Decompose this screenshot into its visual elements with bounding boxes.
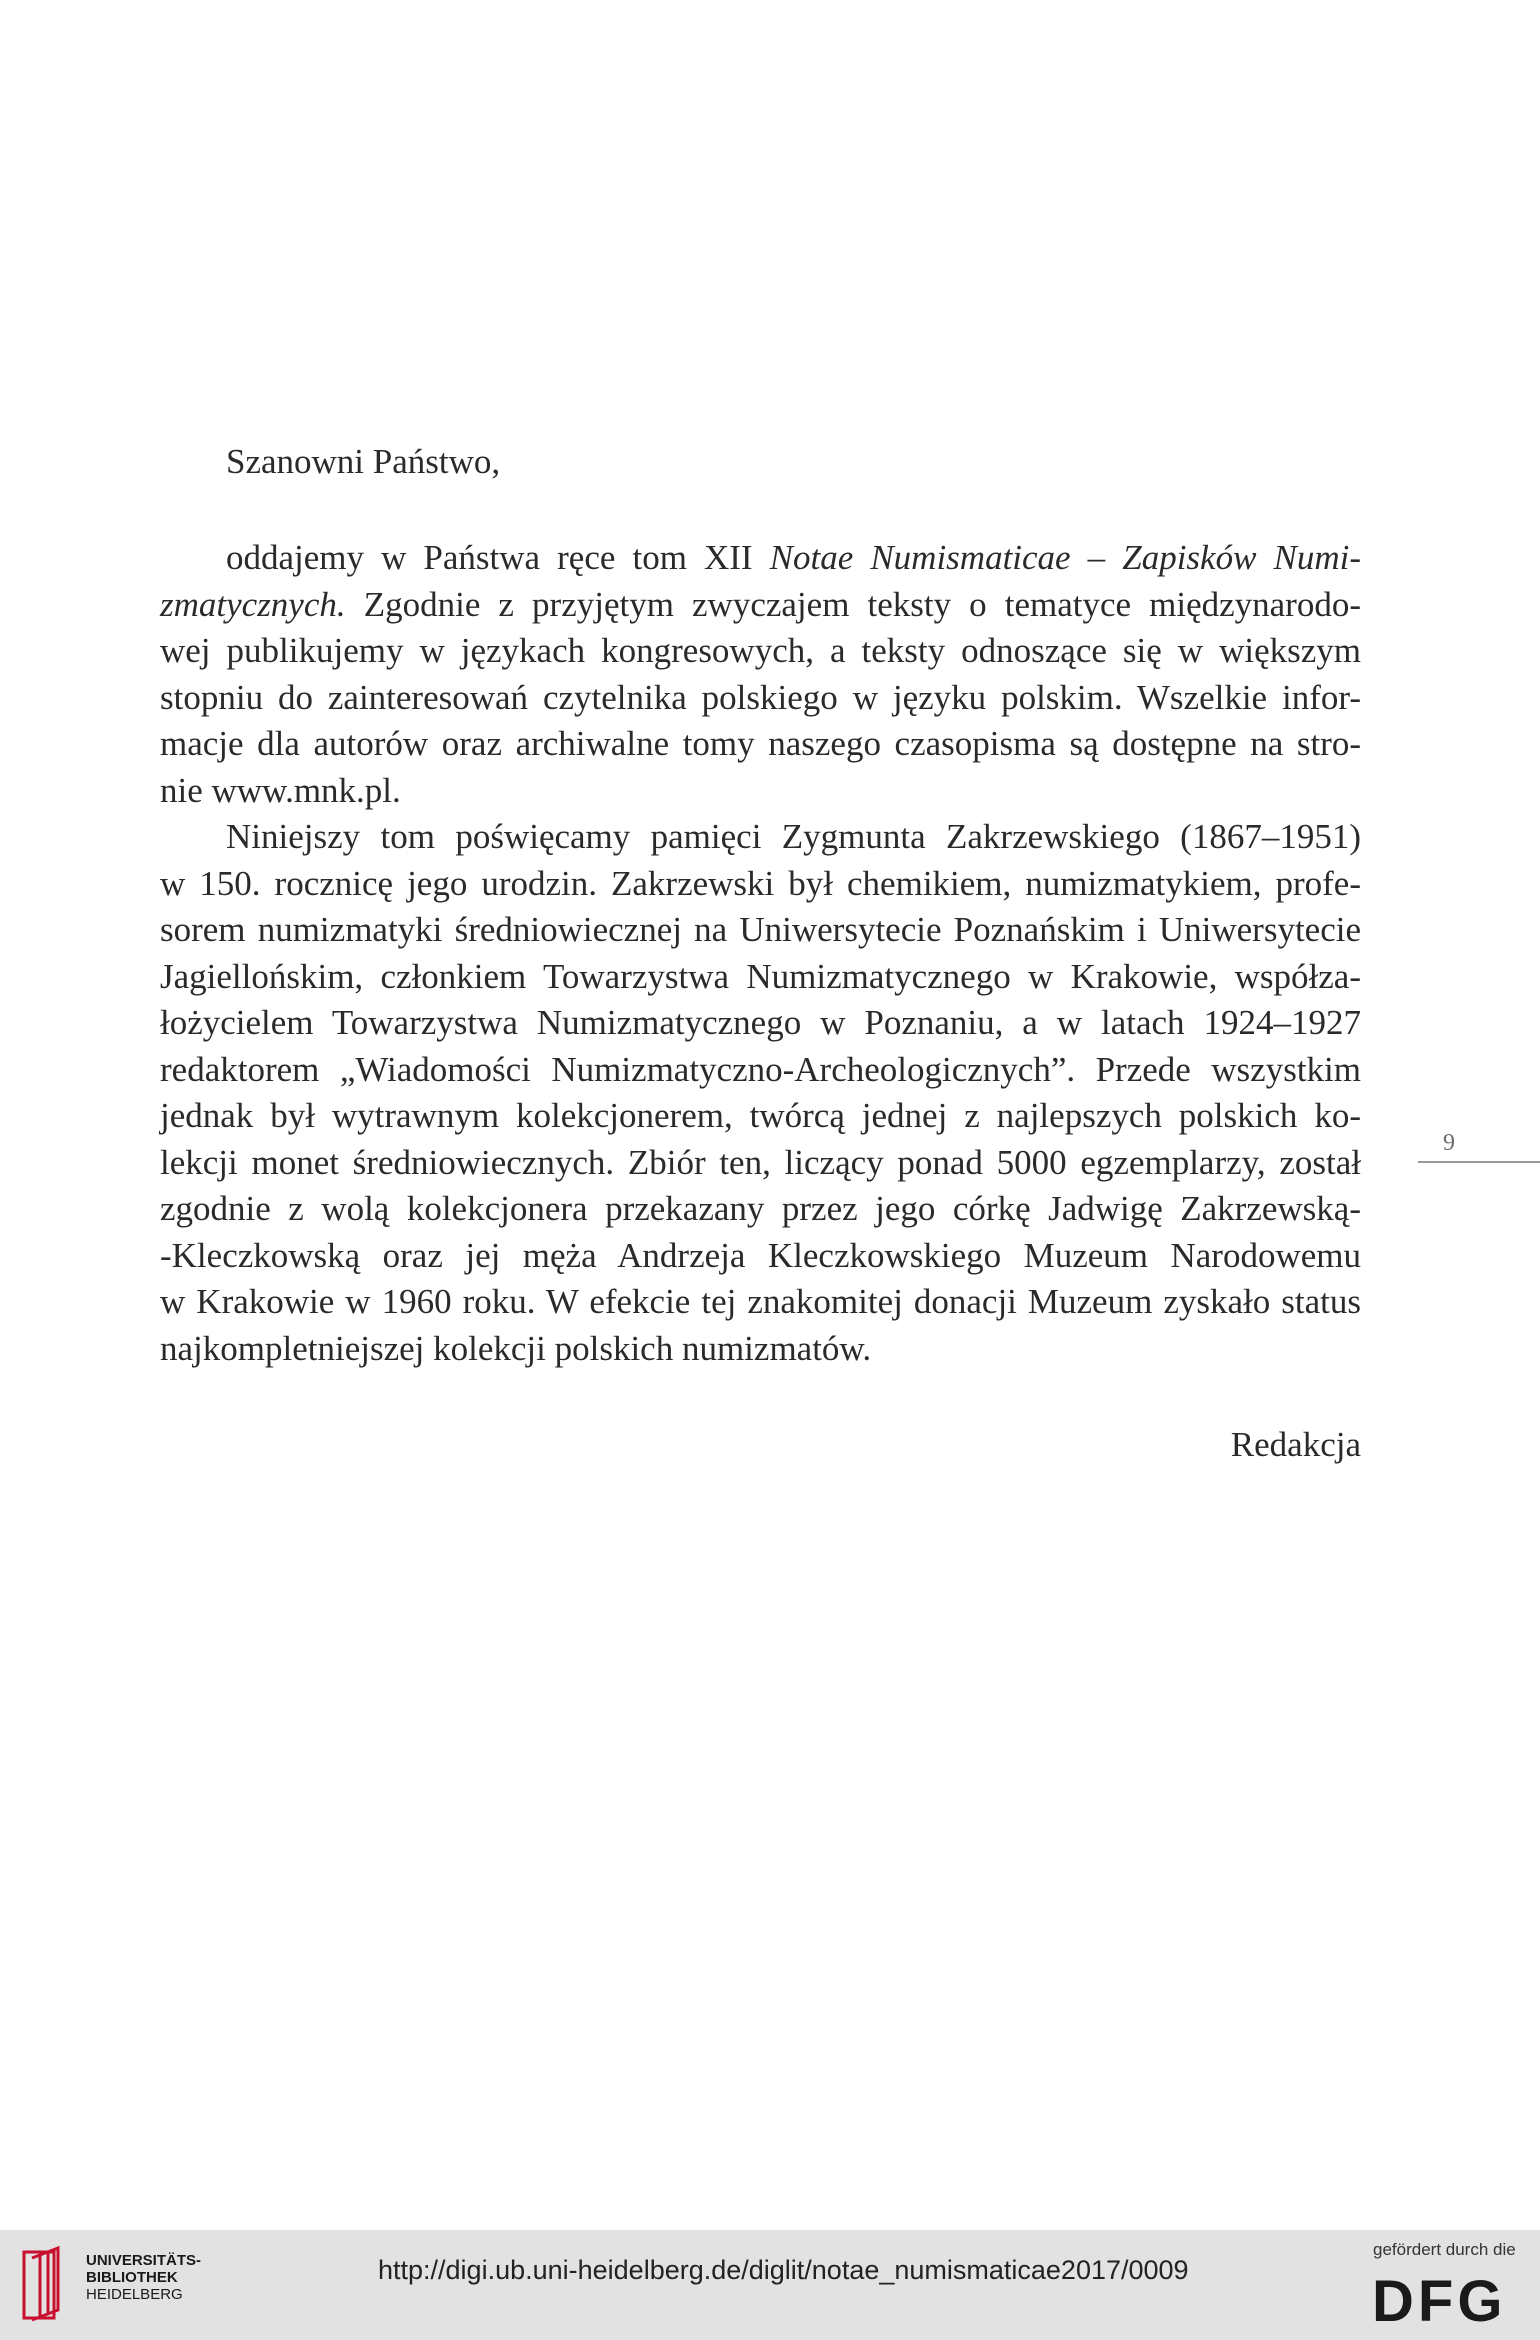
text-line: Jagiellońskim, członkiem Towarzystwa Numizmatycznego w Krakowie, współza- xyxy=(160,956,1361,996)
dfg-logo: DFG xyxy=(1372,2269,1507,2334)
text-line: sorem numizmatyki średniowiecznej na Uniwersytecie Poznańskim i Uniwersytecie xyxy=(160,910,1361,949)
library-logo-icon xyxy=(18,2240,68,2330)
text-line: wej publikujemy w językach kongresowych, a teksty odnoszące się w większym xyxy=(160,631,1361,670)
text-line: Niniejszy tom poświęcamy pamięci Zygmunta Zakrzewskiego (1867–1951) xyxy=(226,817,1361,856)
text-line: w Krakowie w 1960 roku. W efekcie tej znakomitej donacji Muzeum zyskało status xyxy=(160,1282,1361,1321)
italic-title: Notae Numismaticae – Zapisków Numi- xyxy=(769,538,1361,577)
text-line: -Kleczkowską oraz jej męża Andrzeja Kleczkowskiego Muzeum Narodowemu xyxy=(160,1235,1361,1275)
text-line xyxy=(160,582,1361,629)
signature: Redakcja xyxy=(1230,1425,1361,1464)
library-line: HEIDELBERG xyxy=(86,2286,183,2303)
text-line xyxy=(160,535,1361,582)
text-line: lekcji monet średniowiecznych. Zbiór ten, liczący ponad 5000 egzemplarzy, został xyxy=(160,1142,1361,1182)
text-line: stopniu do zainteresowań czytelnika polskiego w języku polskim. Wszelkie infor- xyxy=(160,677,1361,717)
permalink-url[interactable]: http://digi.ub.uni-heidelberg.de/diglit/notae_numismaticae2017/0009 xyxy=(378,2255,1189,2285)
library-line: UNIVERSITÄTS- xyxy=(86,2252,202,2269)
library-name xyxy=(86,2252,201,2303)
line-text: oddajemy w Państwa ręce tom XII xyxy=(226,538,770,577)
funding-label: gefördert durch die xyxy=(1373,2240,1516,2259)
text-line: macje dla autorów oraz archiwalne tomy naszego czasopisma są dostępne na stro- xyxy=(160,724,1361,763)
salutation: Szanowni Państwo, xyxy=(226,442,501,481)
page-number-rule xyxy=(1418,1161,1540,1163)
text-line: nie www.mnk.pl. xyxy=(160,770,401,810)
library-line: BIBLIOTHEK xyxy=(86,2269,178,2286)
text-line: łożycielem Towarzystwa Numizmatycznego w Poznaniu, a w latach 1924–1927 xyxy=(160,1003,1361,1042)
text-line: zgodnie z wolą kolekcjonera przekazany przez jego córkę Jadwigę Zakrzewską- xyxy=(160,1189,1361,1228)
text-line: jednak był wytrawnym kolekcjonerem, twórcą jednej z najlepszych polskich ko- xyxy=(160,1096,1361,1135)
line-text: Zgodnie z przyjętym zwyczajem teksty o tematyce międzynarodo- xyxy=(345,584,1361,624)
text-line: najkompletniejszej kolekcji polskich numizmatów. xyxy=(160,1328,872,1368)
page-number: 9 xyxy=(1443,1130,1455,1156)
text-line: redaktorem „Wiadomości Numizmatyczno-Archeologicznych”. Przede wszystkim xyxy=(160,1049,1361,1089)
body-text xyxy=(160,535,1361,1372)
text-line: w 150. rocznicę jego urodzin. Zakrzewski był chemikiem, numizmatykiem, profe- xyxy=(160,863,1361,903)
italic-title: zmatycznych. xyxy=(160,584,346,624)
